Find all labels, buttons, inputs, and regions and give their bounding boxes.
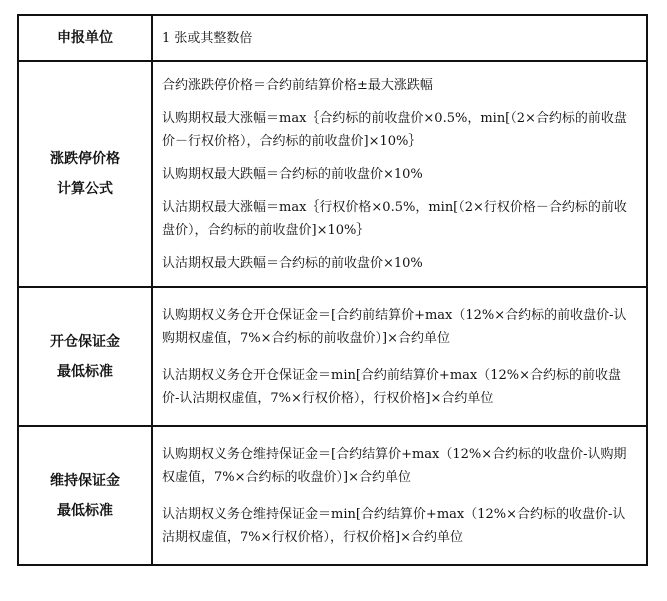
row-content-cell (152, 61, 647, 287)
table-row (18, 61, 647, 287)
option-spec-table (17, 14, 648, 566)
content-paragraph: 认沽期权义务仓开仓保证金＝min[合约前结算价+max（12%×合约标的前收盘价-认沽期权虚值，7%×行权价格），行权价格]×合约单位 (162, 367, 622, 406)
row-label: 计算公式 (57, 181, 113, 197)
row-label: 涨跌停价格 (50, 151, 120, 167)
content-paragraph: 认购期权最大涨幅＝max｛合约标的前收盘价×0.5%，min[（2×合约标的前收盘价－行权价格），合约标的前收盘价]×10%｝ (162, 110, 627, 149)
content-paragraph: 认购期权义务仓开仓保证金＝[合约前结算价+max（12%×合约标的前收盘价-认购期权虚值，7%×合约标的前收盘价）]×合约单位 (162, 307, 627, 346)
row-label: 最低标准 (57, 502, 113, 519)
row-label: 开仓保证金 (50, 333, 120, 350)
content-paragraph: 1 张或其整数倍 (162, 30, 253, 46)
row-label-cell (18, 15, 152, 61)
table-row (18, 426, 647, 565)
content-paragraph: 认沽期权义务仓维持保证金＝min[合约结算价+max（12%×合约标的收盘价-认沽期权虚值，7%×行权价格），行权价格]×合约单位 (162, 506, 626, 545)
row-label: 最低标准 (57, 363, 113, 380)
content-paragraph: 认沽期权最大跌幅＝合约标的前收盘价×10% (162, 255, 423, 271)
content-paragraph: 认沽期权最大涨幅＝max｛行权价格×0.5%，min[（2×行权价格－合约标的前收盘价），合约标的前收盘价]×10%｝ (162, 199, 627, 238)
table-row (18, 15, 647, 61)
table-row (18, 287, 647, 426)
row-label: 申报单位 (57, 30, 113, 46)
row-content-cell (152, 426, 647, 565)
content-paragraph: 合约涨跌停价格＝合约前结算价格±最大涨跌幅 (162, 77, 433, 93)
row-label-cell (18, 61, 152, 287)
content-paragraph: 认购期权义务仓维持保证金＝[合约结算价+max（12%×合约标的收盘价-认购期权虚值，7%×合约标的收盘价）]×合约单位 (162, 446, 627, 485)
row-label-cell (18, 287, 152, 426)
row-content-cell (152, 15, 647, 61)
content-paragraph: 认购期权最大跌幅＝合约标的前收盘价×10% (162, 166, 423, 182)
row-content-cell (152, 287, 647, 426)
row-label: 维持保证金 (50, 472, 120, 489)
row-label-cell (18, 426, 152, 565)
